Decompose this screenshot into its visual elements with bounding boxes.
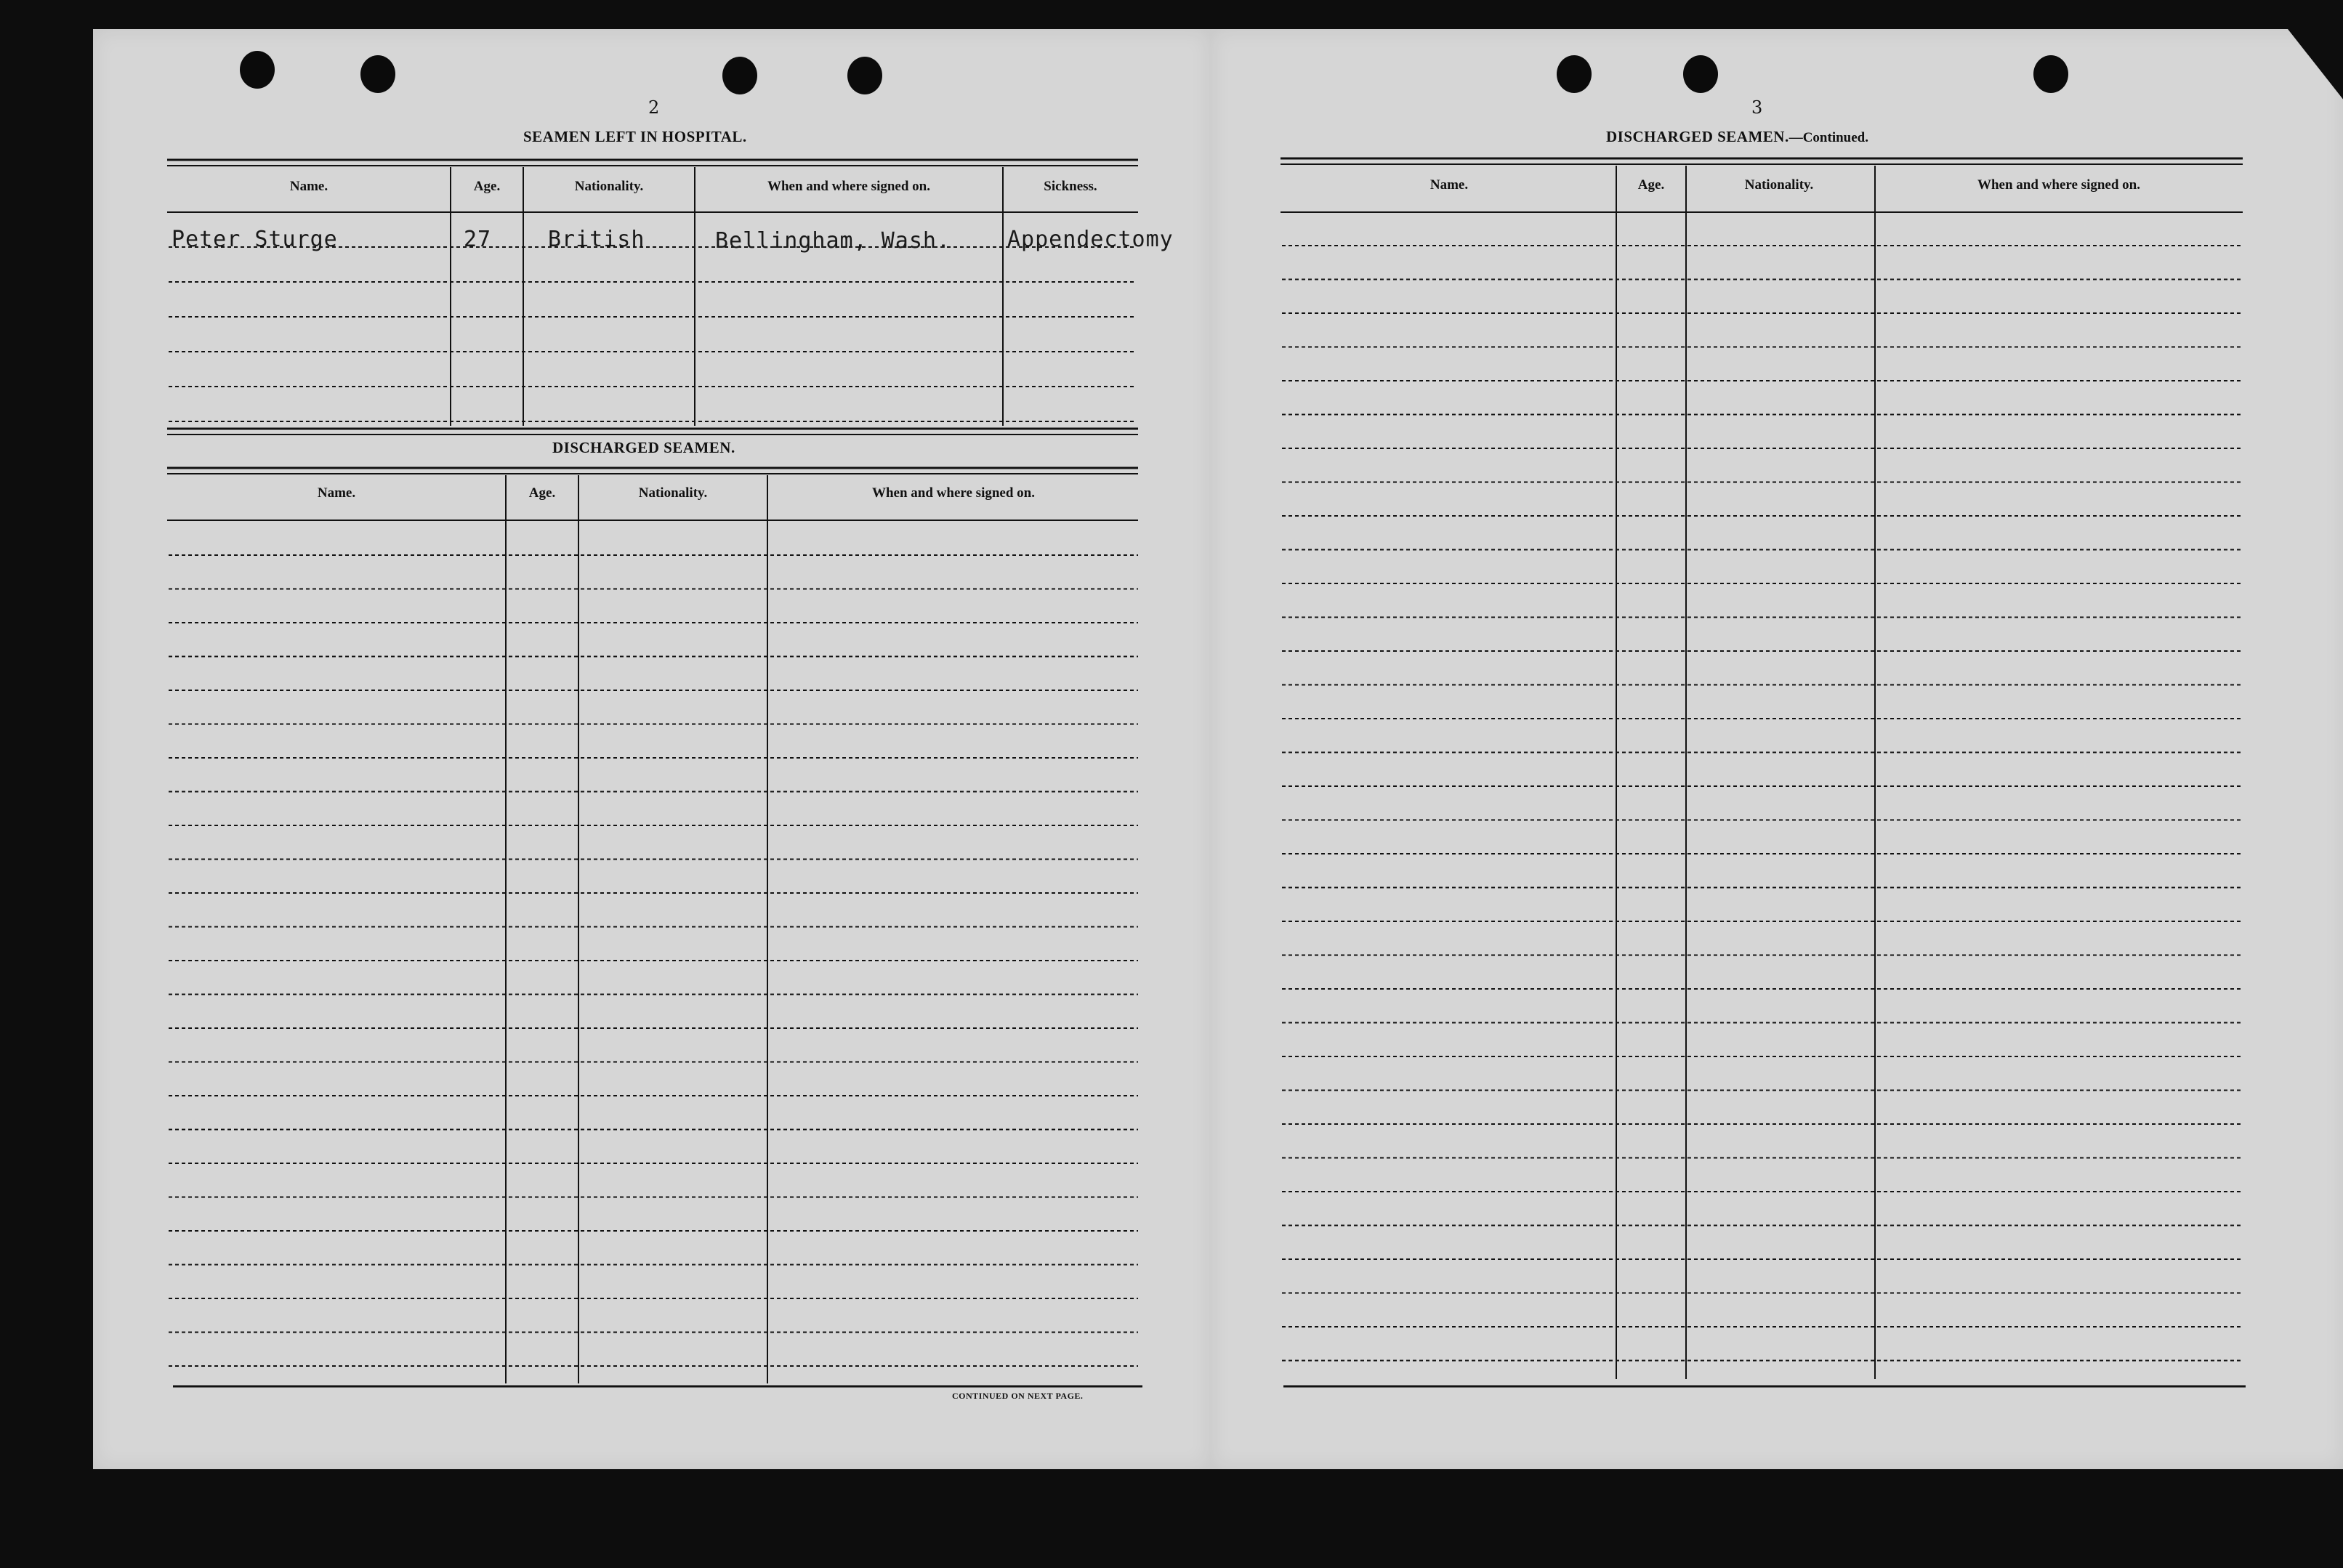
page-number: 2 — [648, 97, 660, 118]
hospital-col-age: Age. — [473, 179, 501, 194]
discharged-col-signed-on: When and where signed on. — [871, 485, 1035, 501]
discharged-col-age: Age. — [528, 485, 556, 501]
hospital-row-sickness: Appendectomy — [1007, 227, 1174, 252]
hospital-col-name: Name. — [289, 179, 328, 194]
continued-note: CONTINUED ON NEXT PAGE. — [952, 1391, 1084, 1401]
hospital-row-age: 27 — [464, 227, 492, 252]
hospital-row-signed-on: Bellingham, Wash. — [715, 228, 951, 254]
discharged-continued-title — [1606, 128, 1868, 146]
hospital-row-name: Peter Sturge — [172, 227, 338, 252]
continued-col-signed-on: When and where signed on. — [1977, 177, 2140, 193]
continued-col-name: Name. — [1429, 177, 1469, 193]
page-number: 3 — [1751, 97, 1763, 118]
discharged-section-title: DISCHARGED SEAMEN. — [552, 439, 735, 456]
discharged-continued-title-main: DISCHARGED SEAMEN. — [1606, 128, 1789, 145]
discharged-col-nationality: Nationality. — [638, 485, 708, 501]
discharged-continued-title-suffix: —Continued. — [1788, 130, 1868, 145]
hospital-section-title: SEAMEN LEFT IN HOSPITAL. — [523, 128, 747, 145]
hospital-row-nationality: British — [548, 227, 645, 252]
hospital-col-sickness: Sickness. — [1044, 179, 1097, 194]
continued-col-nationality: Nationality. — [1744, 177, 1814, 193]
hospital-col-signed-on: When and where signed on. — [767, 179, 930, 194]
hospital-col-nationality: Nationality. — [574, 179, 644, 194]
continued-col-age: Age. — [1637, 177, 1665, 193]
discharged-col-name: Name. — [317, 485, 356, 501]
